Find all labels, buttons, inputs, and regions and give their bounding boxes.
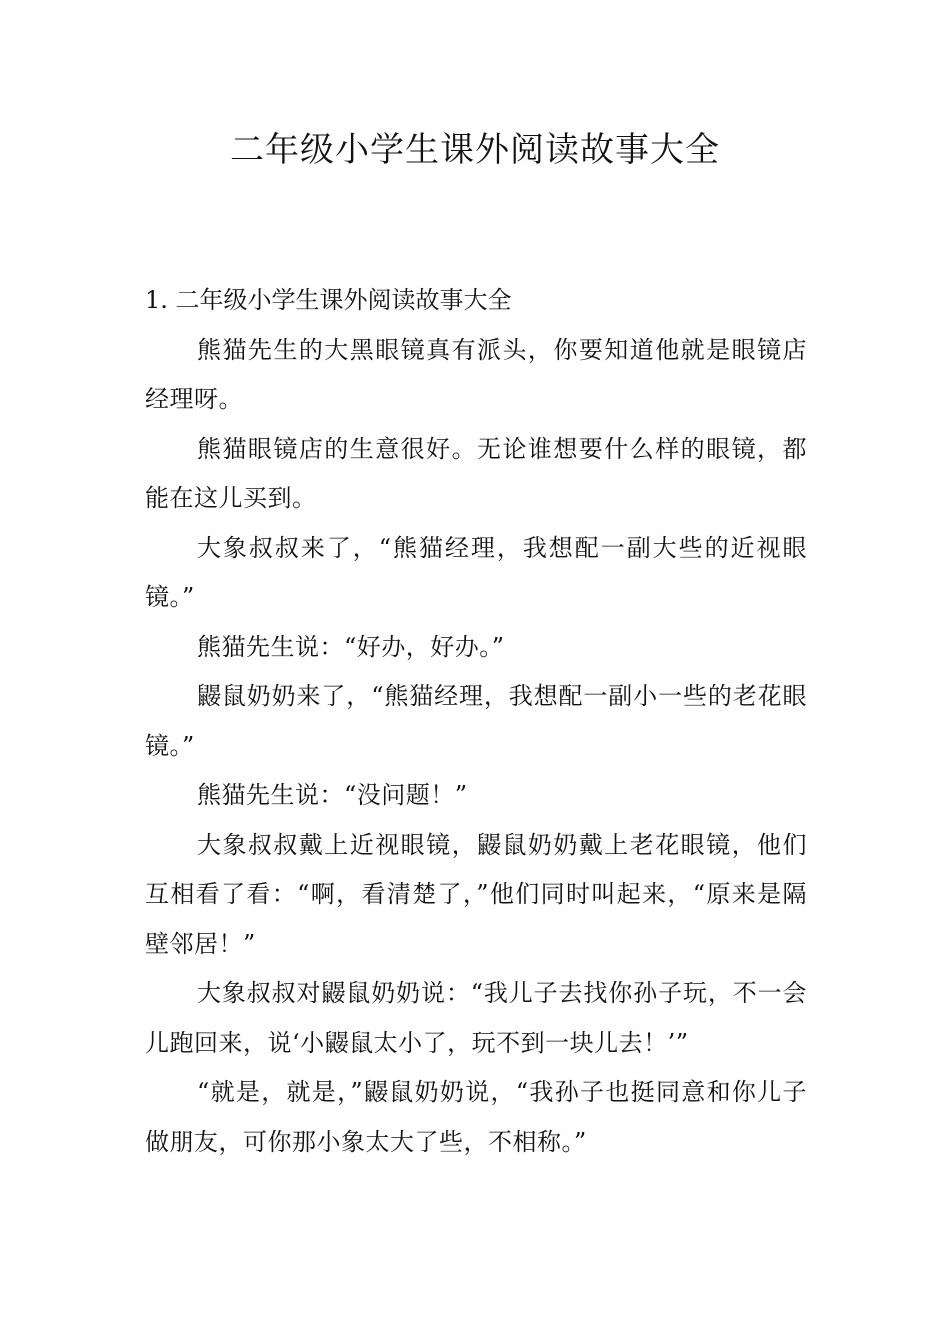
paragraph: “就是，就是，”鼹鼠奶奶说，“我孙子也挺同意和你儿子做朋友，可你那小象太大了些，不相称。” <box>145 1078 807 1156</box>
paragraph: 大象叔叔戴上近视眼镜，鼹鼠奶奶戴上老花眼镜，他们互相看了看：“啊，看清楚了，”他们同时叫起来，“原来是隔壁邻居！” <box>145 830 807 958</box>
document-body <box>145 276 807 1167</box>
paragraph: 熊猫先生说：“好办，好办。” <box>197 632 505 661</box>
paragraph: 鼹鼠奶奶来了，“熊猫经理，我想配一副小一些的老花眼镜。” <box>145 682 807 760</box>
paragraph: 熊猫眼镜店的生意很好。无论谁想要什么样的眼镜，都能在这儿买到。 <box>145 434 807 512</box>
section-heading: 1. 二年级小学生课外阅读故事大全 <box>145 286 512 314</box>
paragraph: 大象叔叔对鼹鼠奶奶说：“我儿子去找你孙子玩，不一会儿跑回来，说‘小鼹鼠太小了，玩不到一块儿去！’” <box>145 979 807 1057</box>
paragraph: 熊猫先生的大黑眼镜真有派头，你要知道他就是眼镜店经理呀。 <box>145 335 807 413</box>
page-title: 二年级小学生课外阅读故事大全 <box>230 130 720 170</box>
paragraph: 熊猫先生说：“没问题！” <box>197 781 468 809</box>
paragraph: 大象叔叔来了，“熊猫经理，我想配一副大些的近视眼镜。” <box>145 533 807 611</box>
